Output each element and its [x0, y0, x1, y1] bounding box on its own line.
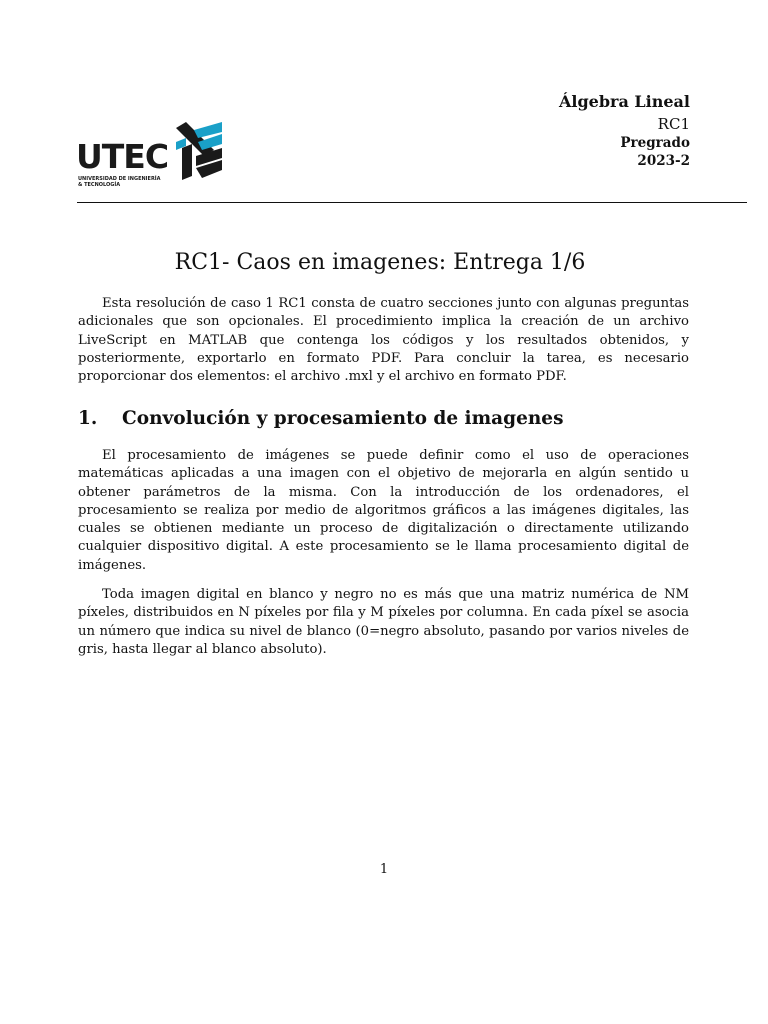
- intro-paragraph: Esta resolución de caso 1 RC1 consta de cuatro secciones junto con algunas preguntas adicionales que son opcionales. El procedimiento implica la creación de un archivo LiveScript en MATLAB que contenga los códigos y los resultados obtenidos, y posteriormente, exportarlo en formato PDF. Para concluir la tarea, es necesario proporcionar dos elementos: el archivo .mxl y el archivo en formato PDF.: [78, 296, 689, 385]
- course-code: RC1: [657, 115, 690, 133]
- section-paragraph-1: El procesamiento de imágenes se puede definir como el uso de operaciones matemáticas aplicadas a una imagen con el objetivo de mejorarla en algún sentido u obtener parámetros de la misma. Con la introducción de los ordenadores, el procesamiento se realiza por medio de algoritmos gráficos a las imágenes digitales, las cuales se obtienen mediante un proceso de digitalización o directamente utilizando cualquier dispositivo digital. A este procesamiento se le llama procesamiento digital de imágenes.: [78, 448, 689, 573]
- course-name: Álgebra Lineal: [559, 92, 690, 111]
- utec-logo: [76, 120, 226, 195]
- section-heading: [78, 410, 563, 429]
- section-paragraph-2: Toda imagen digital en blanco y negro no es más que una matriz numérica de NM píxeles, distribuidos en N píxeles por fila y M píxeles por columna. En cada píxel se asocia un número que indica su nivel de blanco (0=negro absoluto, pasando por varios niveles de gris, hasta llegar al blanco absoluto).: [78, 587, 689, 657]
- course-header: [559, 94, 690, 173]
- logo-subtitle: [78, 176, 188, 188]
- document-title: RC1- Caos en imagenes: Entrega 1/6: [174, 250, 586, 275]
- course-term: 2023-2: [637, 153, 690, 169]
- section-title: Convolución y procesamiento de imagenes: [122, 408, 564, 429]
- logo-subtitle-line1: UNIVERSIDAD DE INGENIERÍA: [78, 176, 161, 182]
- logo-mark-icon: [176, 120, 226, 182]
- logo-subtitle-line2: & TECNOLOGÍA: [78, 182, 121, 188]
- course-level: Pregrado: [620, 135, 690, 151]
- page-number: 1: [379, 862, 389, 877]
- logo-wordmark: UTEC: [76, 137, 169, 176]
- header-divider: [77, 202, 747, 203]
- section-number: 1.: [78, 408, 98, 429]
